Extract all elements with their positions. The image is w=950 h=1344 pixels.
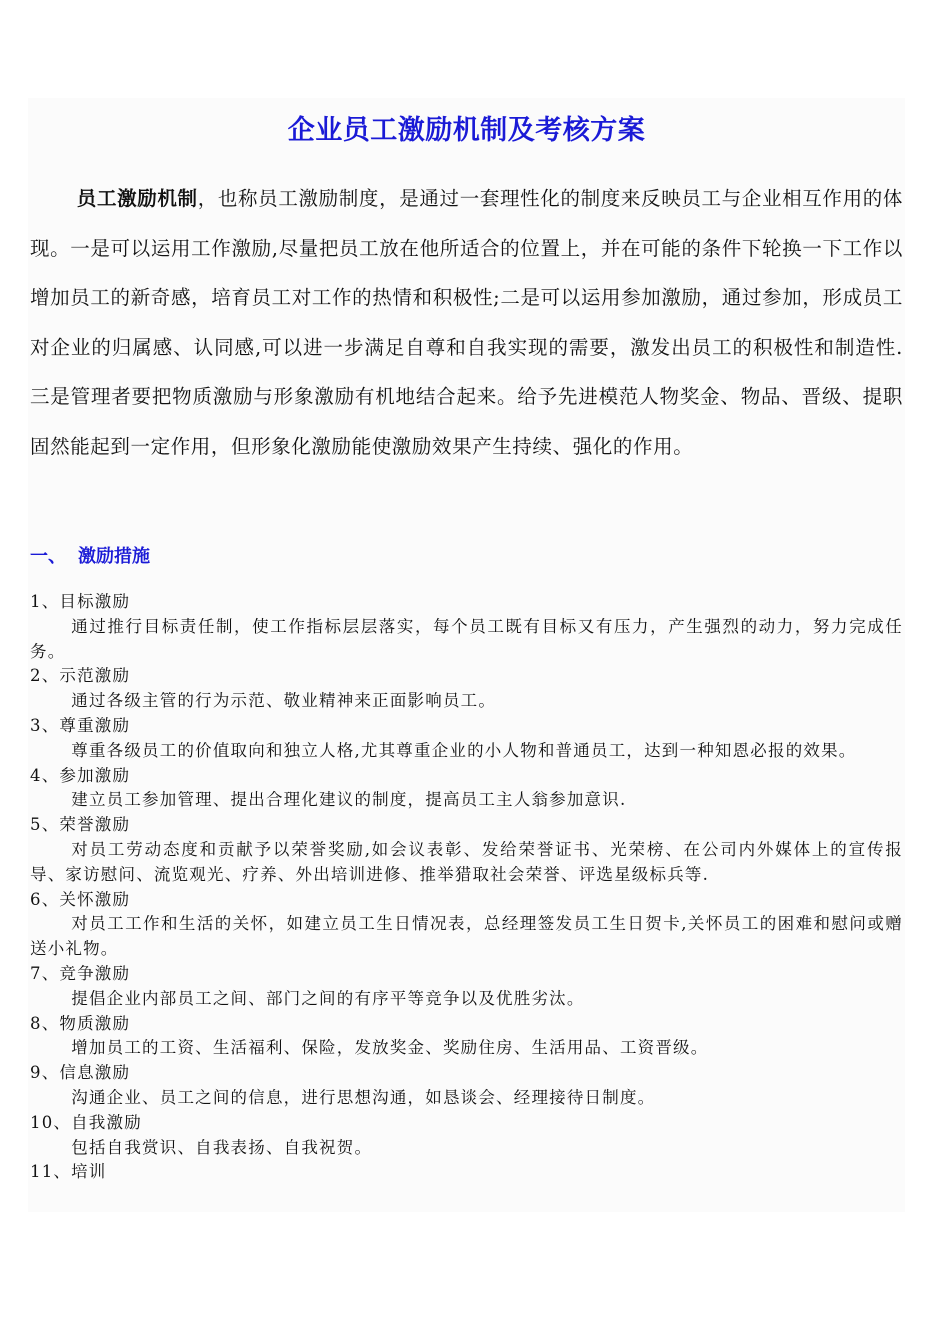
section-heading — [30, 542, 150, 568]
measure-item — [30, 1012, 903, 1062]
measure-title: 3、尊重激励 — [30, 715, 131, 735]
measure-title: 9、信息激励 — [30, 1063, 131, 1083]
measure-description: 通过推行目标责任制，使工作指标层层落实，每个员工既有目标又有压力，产生强烈的动力，努力完成任务。 — [30, 616, 903, 661]
measure-item — [30, 1111, 903, 1161]
document-page — [28, 98, 905, 1212]
intro-body-text: ，也称员工激励制度，是通过一套理性化的制度来反映员工与企业相互作用的体现。一是可以运用工作激励,尽量把员工放在他所适合的位置上，并在可能的条件下轮换一下工作以增加员工的新奇感，培育员工对工作的热情和积极性;二是可以运用参加激励，通过参加，形成员工对企业的归属感、认同感,可以进一步满足自尊和自我实现的需要，激发出员工的积极性和制造性.三是管理者要把物质激励与形象激励有机地结合起来。给予先进模范人物奖金、物品、晋级、提职固然能起到一定作用，但形象化激励能使激励效果产生持续、强化的作用。 — [30, 187, 903, 458]
measure-item — [30, 888, 903, 962]
intro-paragraph — [30, 174, 903, 471]
measure-title: 11、培训 — [30, 1162, 107, 1182]
measure-description: 增加员工的工资、生活福利、保险，发放奖金、奖励住房、生活用品、工资晋级。 — [71, 1038, 709, 1058]
measure-title: 1、目标激励 — [30, 592, 131, 611]
section-number: 一、 — [30, 546, 66, 567]
measure-item — [30, 714, 903, 764]
measure-description: 包括自我赏识、自我表扬、自我祝贺。 — [71, 1137, 373, 1157]
measure-item — [30, 764, 903, 814]
measure-item — [30, 813, 903, 887]
measure-description: 通过各级主管的行为示范、敬业精神来正面影响员工。 — [71, 691, 497, 711]
measure-item — [30, 1160, 903, 1185]
measure-title: 6、关怀激励 — [30, 889, 131, 909]
measure-description: 尊重各级员工的价值取向和独立人格,尤其尊重企业的小人物和普通员工，达到一种知恩必报的效果。 — [71, 740, 857, 760]
measure-title: 4、参加激励 — [30, 765, 131, 785]
section-title: 激励措施 — [78, 546, 150, 567]
measure-item — [30, 590, 903, 664]
measure-description: 建立员工参加管理、提出合理化建议的制度，提高员工主人翁参加意识. — [71, 790, 627, 810]
measure-title: 2、示范激励 — [30, 666, 131, 686]
measures-list — [30, 590, 903, 1185]
measure-description: 对员工工作和生活的关怀，如建立员工生日情况表，总经理签发员工生日贺卡,关怀员工的困难和慰问或赠送小礼物。 — [30, 914, 903, 959]
intro-lead-term: 员工激励机制 — [76, 187, 198, 210]
measure-item — [30, 1061, 903, 1111]
document-title: 企业员工激励机制及考核方案 — [287, 115, 646, 146]
measure-title: 8、物质激励 — [30, 1013, 131, 1033]
measure-item — [30, 664, 903, 714]
measure-description: 对员工劳动态度和贡献予以荣誉奖励,如会议表彰、发给荣誉证书、光荣榜、在公司内外媒体上的宣传报导、家访慰问、流览观光、疗养、外出培训进修、推举猎取社会荣誉、评选星级标兵等. — [30, 839, 903, 884]
measure-title: 10、自我激励 — [30, 1112, 142, 1132]
measure-title: 7、竞争激励 — [30, 963, 131, 983]
measure-description: 沟通企业、员工之间的信息，进行思想沟通，如恳谈会、经理接待日制度。 — [71, 1087, 656, 1107]
measure-item — [30, 962, 903, 1012]
measure-description: 提倡企业内部员工之间、部门之间的有序平等竞争以及优胜劣汰。 — [71, 988, 585, 1008]
measure-title: 5、荣誉激励 — [30, 815, 131, 835]
